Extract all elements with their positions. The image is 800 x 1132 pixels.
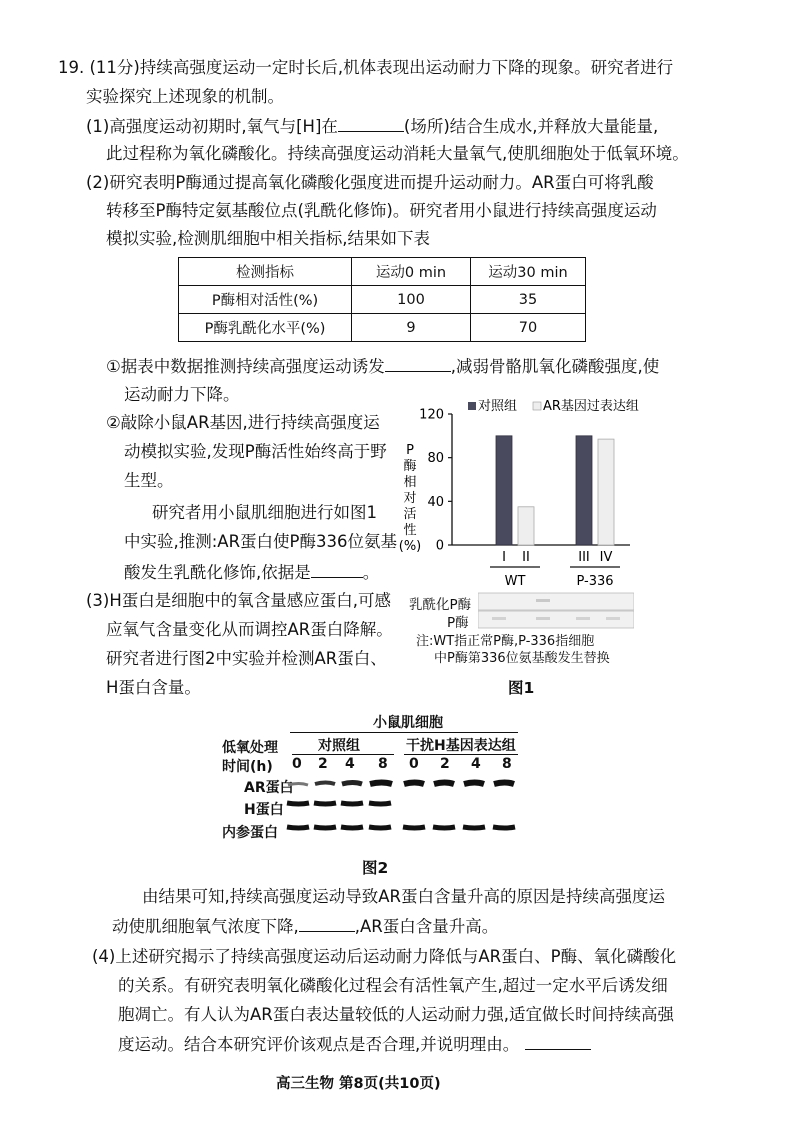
group-knockdown-label: 干扰H基因表达组 <box>406 738 516 754</box>
table-header: 运动30 min <box>471 258 586 286</box>
figure1-note-1: 注:WT指正常P酶,P-336指细胞 <box>416 634 595 649</box>
group-control-label: 对照组 <box>318 738 360 754</box>
part1-line1: (1)高强度运动初期时,氧气与[H]在 (场所)结合生成水,并释放大量能量, <box>86 117 659 136</box>
part1-line2: 此过程称为氧化磷酸化。持续高强度运动消耗大量氧气,使肌细胞处于低氧环境。 <box>106 144 689 163</box>
page-footer: 高三生物 第8页(共10页) <box>276 1076 441 1092</box>
fig2-conclusion-line2: 动使肌细胞氧气浓度下降, ,AR蛋白含量升高。 <box>112 917 499 936</box>
sub2-line1: ②敲除小鼠AR基因,进行持续高强度运 <box>106 413 380 432</box>
sub2-line4: 研究者用小鼠肌细胞进行如图1 <box>152 503 377 522</box>
sub2-line5: 中实验,推测:AR蛋白使P酶336位氨基 <box>124 532 397 551</box>
table-header-row <box>179 258 586 286</box>
part3-line2: 应氧气含量变化从而调控AR蛋白降解。 <box>106 620 393 639</box>
part3-line4: H蛋白含量。 <box>106 678 201 697</box>
points: (11分) <box>89 58 140 77</box>
figure2-blot <box>284 776 520 838</box>
figure1-caption: 图1 <box>508 679 535 697</box>
blot-band <box>434 783 454 785</box>
blot-band <box>606 617 620 620</box>
part3-line3: 研究者进行图2中实验并检测AR蛋白、 <box>106 649 387 668</box>
question-number: 19. (11分)持续高强度运动一定时长后,机体表现出运动耐力下降的现象。研究者进行 <box>58 58 674 77</box>
blot-band <box>342 783 362 785</box>
blot-band <box>369 827 391 828</box>
part2-line2: 转移至P酶特定氨基酸位点(乳酰化修饰)。研究者用小鼠进行持续高强度运动 <box>106 201 657 220</box>
x-category-label: I <box>502 550 506 565</box>
legend-swatch-control <box>468 402 476 410</box>
blot-band <box>403 827 425 828</box>
row-label-ref: 内参蛋白 <box>222 825 278 841</box>
fig2-conclusion-line1: 由结果可知,持续高强度运动导致AR蛋白含量升高的原因是持续高强度运 <box>142 887 665 906</box>
legend <box>468 398 639 414</box>
table-cell: 9 <box>352 314 471 342</box>
blot-band <box>287 827 309 828</box>
legend-label-overexpression: AR基因过表达组 <box>543 399 639 414</box>
time-value: 8 <box>378 756 388 772</box>
bar-II <box>518 507 534 545</box>
sub1-line2: 运动耐力下降。 <box>124 385 240 404</box>
blot-band <box>288 784 308 786</box>
answer-blank-fig2[interactable] <box>299 915 355 932</box>
y-tick-label: 0 <box>435 538 444 554</box>
part4-line4: 度运动。结合本研究评价该观点是否合理,并说明理由。 <box>118 1033 591 1056</box>
blot-band <box>493 827 515 828</box>
time-value: 2 <box>318 756 328 772</box>
figure1-note-2: 中P酶第336位氨基酸发生替换 <box>434 651 610 666</box>
intro-line-2: 实验探究上述现象的机制。 <box>86 87 284 106</box>
part3-line1: (3)H蛋白是细胞中的氧含量感应蛋白,可感 <box>86 591 392 610</box>
group-control-rule <box>292 754 394 755</box>
table-cell: P酶乳酰化水平(%) <box>179 314 352 342</box>
row-label-h: H蛋白 <box>244 802 284 818</box>
sub2-line3: 生型。 <box>124 471 174 490</box>
figure2-title: 小鼠肌细胞 <box>373 715 443 731</box>
part4-line1: (4)上述研究揭示了持续高强度运动后运动耐力降低与AR蛋白、P酶、氧化磷酸化 <box>92 947 677 966</box>
y-axis-label-char: 性 <box>403 523 417 538</box>
blot-band <box>576 617 590 620</box>
legend-swatch-overexpression <box>533 402 541 410</box>
answer-blank-part4[interactable] <box>525 1033 591 1050</box>
part4-line3: 胞凋亡。有人认为AR蛋白表达量较低的人运动耐力强,适宜做长时间持续高强 <box>118 1005 674 1024</box>
x-category-label: IV <box>599 550 613 565</box>
intro-line-1: 持续高强度运动一定时长后,机体表现出运动耐力下降的现象。研究者进行 <box>139 58 674 77</box>
table-cell: 70 <box>471 314 586 342</box>
group-knockdown-rule <box>404 754 518 755</box>
figure1-blot <box>478 592 634 630</box>
blot-band <box>404 783 424 785</box>
answer-blank-sub1[interactable] <box>385 355 451 372</box>
y-tick-label: 120 <box>419 407 444 423</box>
answer-blank-site[interactable] <box>338 115 404 132</box>
sub1-line1: ①据表中数据推测持续高强度运动诱发 ,减弱骨骼肌氧化磷酸强度,使 <box>106 357 660 376</box>
answer-blank-sub2[interactable] <box>311 561 363 578</box>
y-tick-label: 80 <box>427 451 444 467</box>
bar-III <box>576 436 592 545</box>
time-value: 4 <box>471 756 481 772</box>
hypoxia-label: 低氧处理 <box>222 740 278 756</box>
bar-IV <box>598 439 614 545</box>
table-cell: 35 <box>471 286 586 314</box>
figure2-caption: 图2 <box>362 859 389 877</box>
group-label-wt: WT <box>504 574 526 589</box>
part4-line2: 的关系。有研究表明氧化磷酸化过程会有活性氧产生,超过一定水平后诱发细 <box>118 976 668 995</box>
part2-line3: 模拟实验,检测肌细胞中相关指标,结果如下表 <box>106 229 430 248</box>
blot-band <box>315 783 335 785</box>
blot-band <box>494 783 514 785</box>
figure2-title-rule <box>290 732 518 733</box>
legend-label-control: 对照组 <box>478 399 518 414</box>
blot-band <box>370 783 392 785</box>
x-category-label: II <box>522 550 530 565</box>
blot-band <box>314 803 336 804</box>
time-value: 8 <box>502 756 512 772</box>
y-axis-label-char: (%) <box>398 539 422 554</box>
y-axis-label-char: P <box>406 443 414 458</box>
blot-label-lactylated: 乳酰化P酶 <box>409 597 472 613</box>
x-labels <box>490 550 620 589</box>
blot-band <box>341 803 363 804</box>
blot-band <box>314 827 336 828</box>
time-value: 4 <box>345 756 355 772</box>
blot-label-penzyme: P酶 <box>447 615 469 631</box>
table-header: 检测指标 <box>179 258 352 286</box>
blot-band <box>287 803 309 804</box>
y-tick-label: 40 <box>427 494 444 510</box>
table-cell: P酶相对活性(%) <box>179 286 352 314</box>
part2-line1: (2)研究表明P酶通过提高氧化磷酸化强度进而提升运动耐力。AR蛋白可将乳酸 <box>86 173 654 192</box>
time-label: 时间(h) <box>222 759 273 775</box>
table-cell: 100 <box>352 286 471 314</box>
y-axis-label-char: 活 <box>403 507 417 522</box>
blot-strip <box>478 593 634 610</box>
time-value: 2 <box>440 756 450 772</box>
y-axis-label-char: 相 <box>403 475 417 490</box>
blot-band <box>341 827 363 828</box>
blot-band <box>433 827 455 828</box>
blot-band <box>369 803 391 804</box>
row-label-ar: AR蛋白 <box>244 780 294 796</box>
time-value: 0 <box>292 756 302 772</box>
bar-I <box>496 436 512 545</box>
blot-band <box>536 599 550 602</box>
sub2-line2: 动模拟实验,发现P酶活性始终高于野 <box>124 442 387 461</box>
y-axis-label-char: 对 <box>403 491 417 506</box>
time-value: 0 <box>409 756 419 772</box>
blot-band <box>463 827 485 828</box>
y-axis-label-char: 酶 <box>403 459 417 474</box>
y-axis-label <box>399 443 422 554</box>
x-category-label: III <box>578 550 590 565</box>
figure1-bar-chart <box>398 398 658 594</box>
blot-band <box>536 617 550 620</box>
sub2-line6: 酸发生乳酰化修饰,依据是 。 <box>124 563 380 582</box>
table-header: 运动0 min <box>352 258 471 286</box>
results-table <box>178 257 586 342</box>
table-row <box>179 286 586 314</box>
blot-band <box>492 617 506 620</box>
table-row <box>179 314 586 342</box>
blot-band <box>464 783 484 785</box>
bars <box>496 436 614 545</box>
group-label-p336: P-336 <box>576 574 614 589</box>
